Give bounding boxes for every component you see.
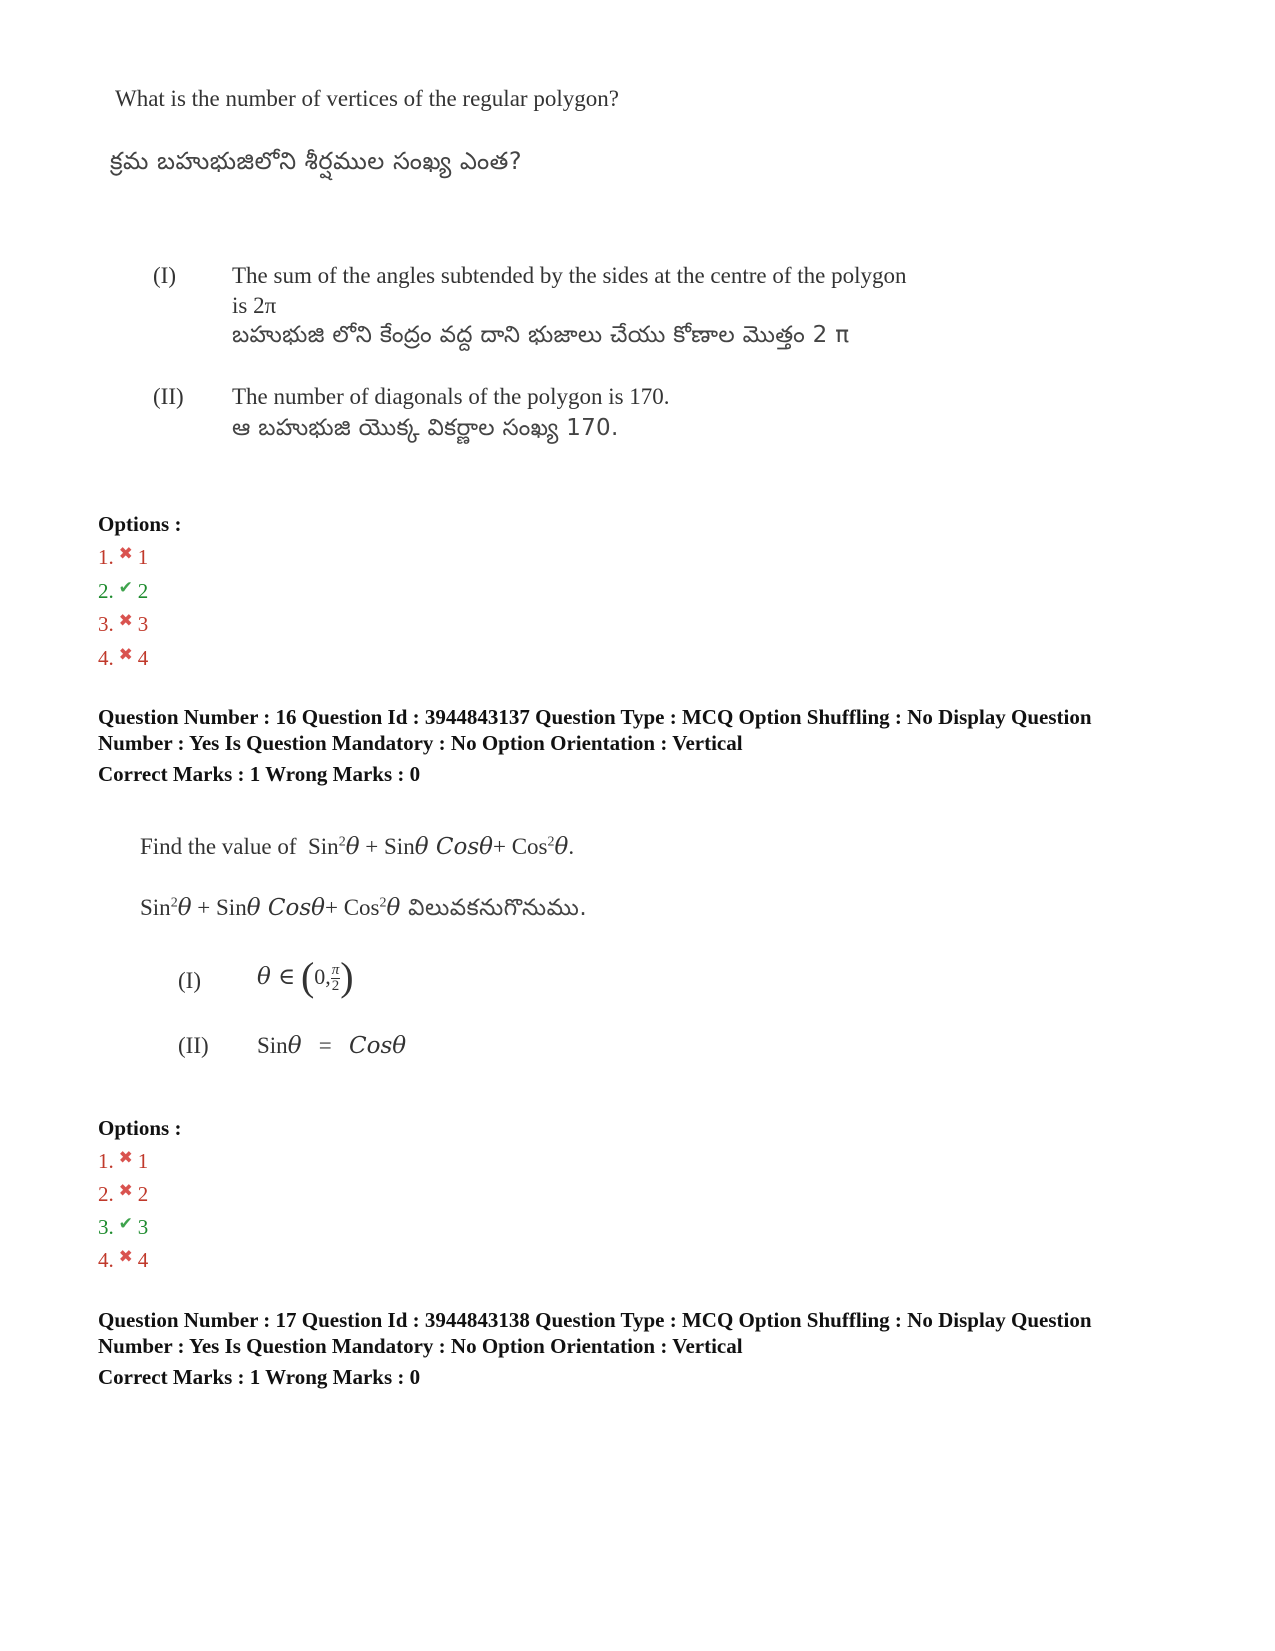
- q15-option-3: [98, 613, 148, 637]
- cross-icon: ✖: [118, 1181, 133, 1200]
- q17-meta: [98, 1307, 1092, 1359]
- q17-marks: Correct Marks : 1 Wrong Marks : 0: [98, 1365, 421, 1389]
- q15-cond1-label: (I): [153, 263, 176, 288]
- q15-cond1-en-line2: is 2π: [232, 293, 277, 318]
- q17-meta-line1: Question Number : 17 Question Id : 3944843138 Question Type : MCQ Option Shuffling : No Display Question: [98, 1308, 1092, 1332]
- cross-icon: ✖: [118, 544, 133, 563]
- cross-icon: ✖: [118, 645, 133, 664]
- q16-marks: Correct Marks : 1 Wrong Marks : 0: [98, 762, 421, 786]
- q16-option-2: [98, 1183, 148, 1207]
- q16-options-label: Options :: [98, 1116, 182, 1140]
- q15-cond2-te: ఆ బహుభుజి యొక్క వికర్ణాల సంఖ్య 170.: [232, 415, 619, 441]
- q16-cond2-label: (II): [178, 1033, 209, 1058]
- option-number: 4.: [98, 1248, 114, 1272]
- q16-expression-te: Sin$^2$θ + Sinθ Cosθ+ Cos$^2$θ: [140, 895, 401, 921]
- q16-option-4: [98, 1249, 148, 1273]
- q15-option-2: [98, 580, 148, 604]
- q15-options-label: Options :: [98, 512, 182, 536]
- option-number: 2.: [98, 579, 114, 603]
- q16-find-prefix: Find the value of: [140, 834, 297, 859]
- option-value: 4: [137, 646, 149, 670]
- q15-cond1-en-line1: The sum of the angles subtended by the sides at the centre of the polygon: [232, 263, 907, 288]
- q17-meta-line2: Number : Yes Is Question Mandatory : No Option Orientation : Vertical: [98, 1334, 743, 1358]
- q16-cond1-expr: θ ∈ (0, $\frac{\pi}{2}$ ): [257, 954, 354, 999]
- q16-option-1: [98, 1150, 148, 1174]
- option-number: 3.: [98, 1215, 114, 1239]
- option-number: 2.: [98, 1182, 114, 1206]
- cross-icon: ✖: [118, 1247, 133, 1266]
- q15-cond2-label: (II): [153, 384, 184, 409]
- cross-icon: ✖: [118, 1148, 133, 1167]
- q16-cond1-label: (I): [178, 968, 201, 993]
- q15-cond2-en: The number of diagonals of the polygon is 170.: [232, 384, 670, 409]
- q16-meta: [98, 704, 1092, 756]
- q15-cond1-te: బహుభుజి లోని కేంద్రం వద్ద దాని భుజాలు చేయు కోణాల మొత్తం 2 π: [232, 322, 850, 348]
- option-number: 1.: [98, 1149, 114, 1173]
- option-number: 3.: [98, 612, 114, 636]
- q15-question-te: క్రమ బహుభుజిలోని శీర్షముల సంఖ్య ఎంత?: [110, 147, 523, 175]
- option-value: 3: [137, 612, 149, 636]
- q16-expression: Sin$^2$θ + Sinθ Cosθ+ Cos$^2$θ.: [308, 834, 575, 860]
- cross-icon: ✖: [118, 611, 133, 630]
- q15-option-4: [98, 647, 148, 671]
- check-icon: ✔: [118, 578, 133, 597]
- q16-option-3: [98, 1216, 148, 1240]
- option-value: 4: [137, 1248, 149, 1272]
- q16-question-te: [140, 895, 587, 927]
- check-icon: ✔: [118, 1214, 133, 1233]
- option-value: 1: [137, 545, 149, 569]
- option-value: 3: [137, 1215, 149, 1239]
- option-number: 1.: [98, 545, 114, 569]
- option-value: 1: [137, 1149, 149, 1173]
- q16-meta-line2: Number : Yes Is Question Mandatory : No Option Orientation : Vertical: [98, 731, 743, 755]
- option-value: 2: [137, 1182, 149, 1206]
- option-value: 2: [137, 579, 149, 603]
- q15-option-1: [98, 546, 148, 570]
- option-number: 4.: [98, 646, 114, 670]
- q16-te-suffix: విలువకనుగొనుము.: [400, 895, 588, 921]
- q15-question-en: What is the number of vertices of the regular polygon?: [115, 86, 619, 111]
- q16-meta-line1: Question Number : 16 Question Id : 3944843137 Question Type : MCQ Option Shuffling : No Display Question: [98, 705, 1092, 729]
- q16-cond2-expr: Sinθ = Cosθ: [257, 1033, 407, 1059]
- q16-question-en: [140, 834, 574, 860]
